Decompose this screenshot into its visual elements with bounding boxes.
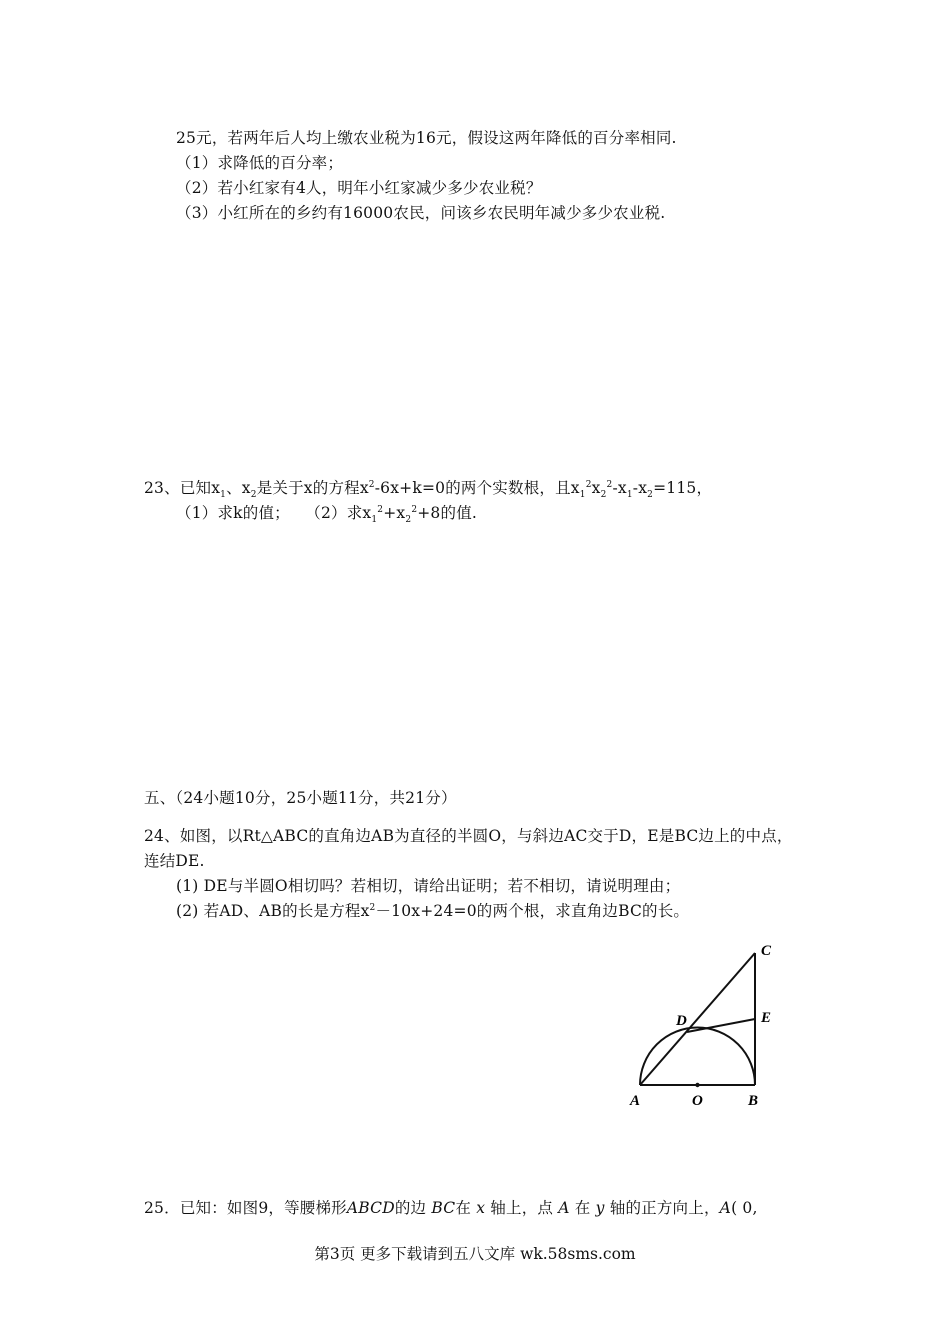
point-o bbox=[695, 1083, 699, 1087]
segment-ac bbox=[640, 953, 755, 1085]
q23-stem: 23、已知$x_1$、$x_2$是关于x的方程$x^2-6x+k=0$的两个实数根，且$x_1^2x_2^2-x_1-x_2=115$， bbox=[144, 479, 713, 501]
label-o: O bbox=[692, 1093, 703, 1109]
q22-line-1: 25元，若两年后人均上缴农业税为16元，假设这两年降低的百分率相同. bbox=[176, 129, 677, 147]
q24-stem-line-1: 24、如图，以Rt△ABC的直角边AB为直径的半圆O，与斜边AC交于D，E是BC边上的中点， bbox=[144, 827, 793, 845]
q22-part-1: （1）求降低的百分率； bbox=[176, 154, 344, 172]
semicircle-o bbox=[640, 1028, 755, 1086]
segment-de bbox=[687, 1019, 755, 1032]
q22-part-3: （3）小红所在的乡约有16000农民，问该乡农民明年减少多少农业税. bbox=[176, 204, 666, 222]
label-e: E bbox=[761, 1010, 772, 1026]
q25-stem: 25．已知：如图9，等腰梯形ABCD的边 BC在 x 轴上，点 A 在 y 轴的正方向上，A( 0, bbox=[144, 1199, 758, 1217]
q22-part-2: （2）若小红家有4人，明年小红家减少多少农业税？ bbox=[176, 179, 542, 197]
geometry-figure bbox=[620, 935, 790, 1115]
q24-stem-line-2: 连结DE. bbox=[144, 852, 205, 870]
q24-part-2: (2) 若AD、AB的长是方程$x^2-10x+24=0$的两个根，求直角边BC的长。 bbox=[176, 902, 690, 920]
label-a: A bbox=[630, 1093, 641, 1109]
q23-parts: （1）求k的值； （2）求$x_1^2+x_2^2+8$的值. bbox=[176, 504, 478, 526]
label-c: C bbox=[761, 943, 772, 959]
label-b: B bbox=[748, 1093, 759, 1109]
label-d: D bbox=[676, 1013, 687, 1029]
page-footer: 第3页 更多下载请到五八文库 wk.58sms.com bbox=[314, 1245, 636, 1263]
section-heading: 五、（24小题10分，25小题11分，共21分） bbox=[144, 789, 457, 807]
q24-part-1: (1) DE与半圆O相切吗？若相切，请给出证明；若不相切，请说明理由； bbox=[176, 877, 681, 895]
